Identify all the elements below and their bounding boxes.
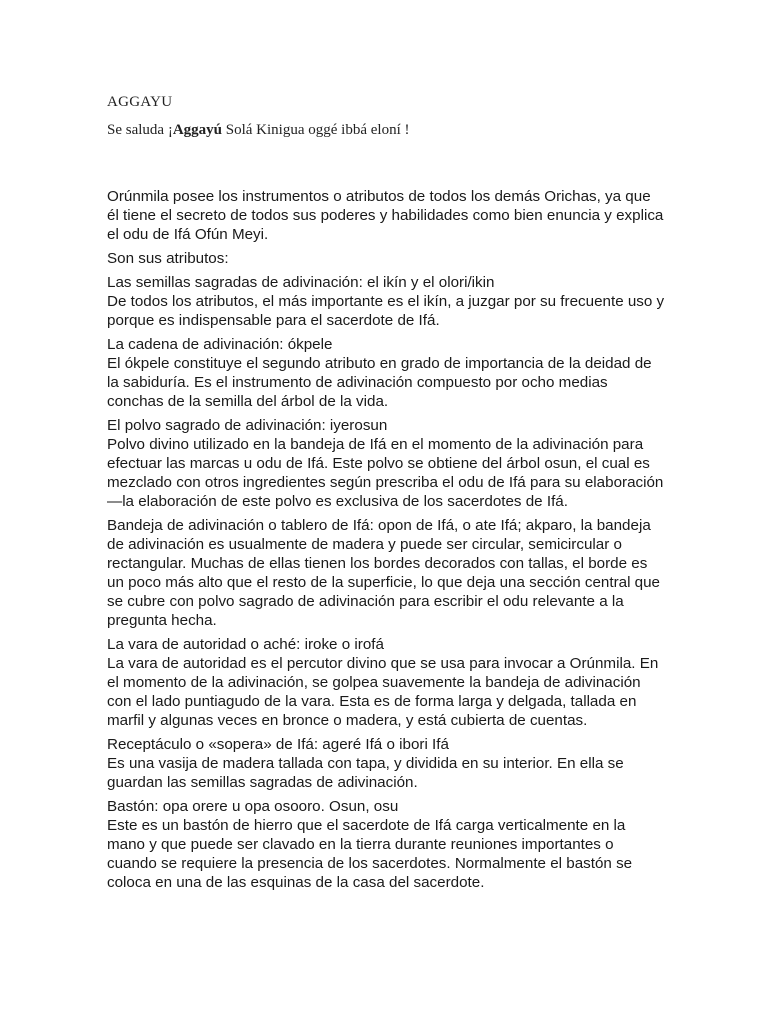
text-line: Son sus atributos: (107, 250, 229, 267)
paragraph (107, 416, 667, 511)
text-line: un poco más alto que el resto de la superficie, lo que deja una sección central que (107, 574, 661, 591)
text-line: rectangular. Muchas de ellas tienen los bordes decorados con tallas, el borde es (107, 555, 648, 572)
text-line: Es una vasija de madera tallada con tapa, y dividida en su interior. En ella se (107, 755, 624, 772)
text-line: Receptáculo o «sopera» de Ifá: ageré Ifá o ibori Ifá (107, 736, 449, 753)
paragraph (107, 516, 667, 630)
text-line: coloca en una de las esquinas de la casa del sacerdote. (107, 874, 485, 891)
document-header (107, 92, 707, 140)
text-line: El ókpele constituye el segundo atributo en grado de importancia de la deidad de (107, 355, 652, 372)
text-line: porque es indispensable para el sacerdote de Ifá. (107, 312, 440, 329)
text-line: cuando se requiere la presencia de los sacerdotes. Normalmente el bastón se (107, 855, 633, 872)
text-line: Bandeja de adivinación o tablero de Ifá: opon de Ifá, o ate Ifá; akparo, la bandeja (107, 517, 651, 534)
greeting-suffix: Solá Kinigua oggé ibbá eloní ! (222, 122, 410, 138)
text-line: de adivinación es usualmente de madera y puede ser circular, semicircular o (107, 536, 622, 553)
paragraph (107, 735, 667, 792)
paragraph (107, 187, 667, 244)
document-body (107, 187, 667, 897)
text-line: Bastón: opa orere u opa osooro. Osun, osu (107, 798, 399, 815)
text-line: guardan las semillas sagradas de adivinación. (107, 774, 418, 791)
greeting-prefix: Se saluda ¡ (107, 122, 173, 138)
text-line: se cubre con polvo sagrado de adivinación para escribir el odu relevante a la (107, 593, 624, 610)
text-line: pregunta hecha. (107, 612, 217, 629)
greeting-bold-name: Aggayú (172, 122, 223, 138)
text-line: Polvo divino utilizado en la bandeja de Ifá en el momento de la adivinación para (107, 436, 644, 453)
paragraph (107, 335, 667, 411)
text-line: conchas de la semilla del árbol de la vida. (107, 393, 389, 410)
text-line: efectuar las marcas u odu de Ifá. Este polvo se obtiene del árbol osun, el cual es (107, 455, 650, 472)
text-line: mano y que puede ser clavado en la tierra durante reuniones importantes o (107, 836, 614, 853)
text-line: la sabiduría. Es el instrumento de adivinación compuesto por ocho medias (107, 374, 608, 391)
text-line: Las semillas sagradas de adivinación: el ikín y el olori/ikin (107, 274, 495, 291)
paragraph (107, 273, 667, 330)
text-line: con el lado puntiagudo de la vara. Esta es de forma larga y delgada, tallada en (107, 693, 637, 710)
greeting-line (107, 120, 707, 140)
text-line: el momento de la adivinación, se golpea suavemente la bandeja de adivinación (107, 674, 641, 691)
paragraph (107, 797, 667, 892)
text-line: La vara de autoridad o aché: iroke o irofá (107, 636, 384, 653)
paragraph (107, 249, 667, 268)
text-line: De todos los atributos, el más importante es el ikín, a juzgar por su frecuente uso y (107, 293, 665, 310)
text-line: el odu de Ifá Ofún Meyi. (107, 226, 269, 243)
text-line: El polvo sagrado de adivinación: iyerosun (107, 417, 388, 434)
paragraph (107, 635, 667, 730)
text-line: él tiene el secreto de todos sus poderes y habilidades como bien enuncia y explica (107, 207, 664, 224)
text-line: mezclado con otros ingredientes según prescriba el odu de Ifá para su elaboración (107, 474, 664, 491)
text-line: Este es un bastón de hierro que el sacerdote de Ifá carga verticalmente en la (107, 817, 626, 834)
document-title: AGGAYU (107, 94, 173, 110)
text-line: —la elaboración de este polvo es exclusiva de los sacerdotes de Ifá. (107, 493, 568, 510)
text-line: La vara de autoridad es el percutor divino que se usa para invocar a Orúnmila. En (107, 655, 659, 672)
text-line: marfil y algunas veces en bronce o madera, y está cubierta de cuentas. (107, 712, 588, 729)
text-line: Orúnmila posee los instrumentos o atributos de todos los demás Orichas, ya que (107, 188, 651, 205)
text-line: La cadena de adivinación: ókpele (107, 336, 333, 353)
